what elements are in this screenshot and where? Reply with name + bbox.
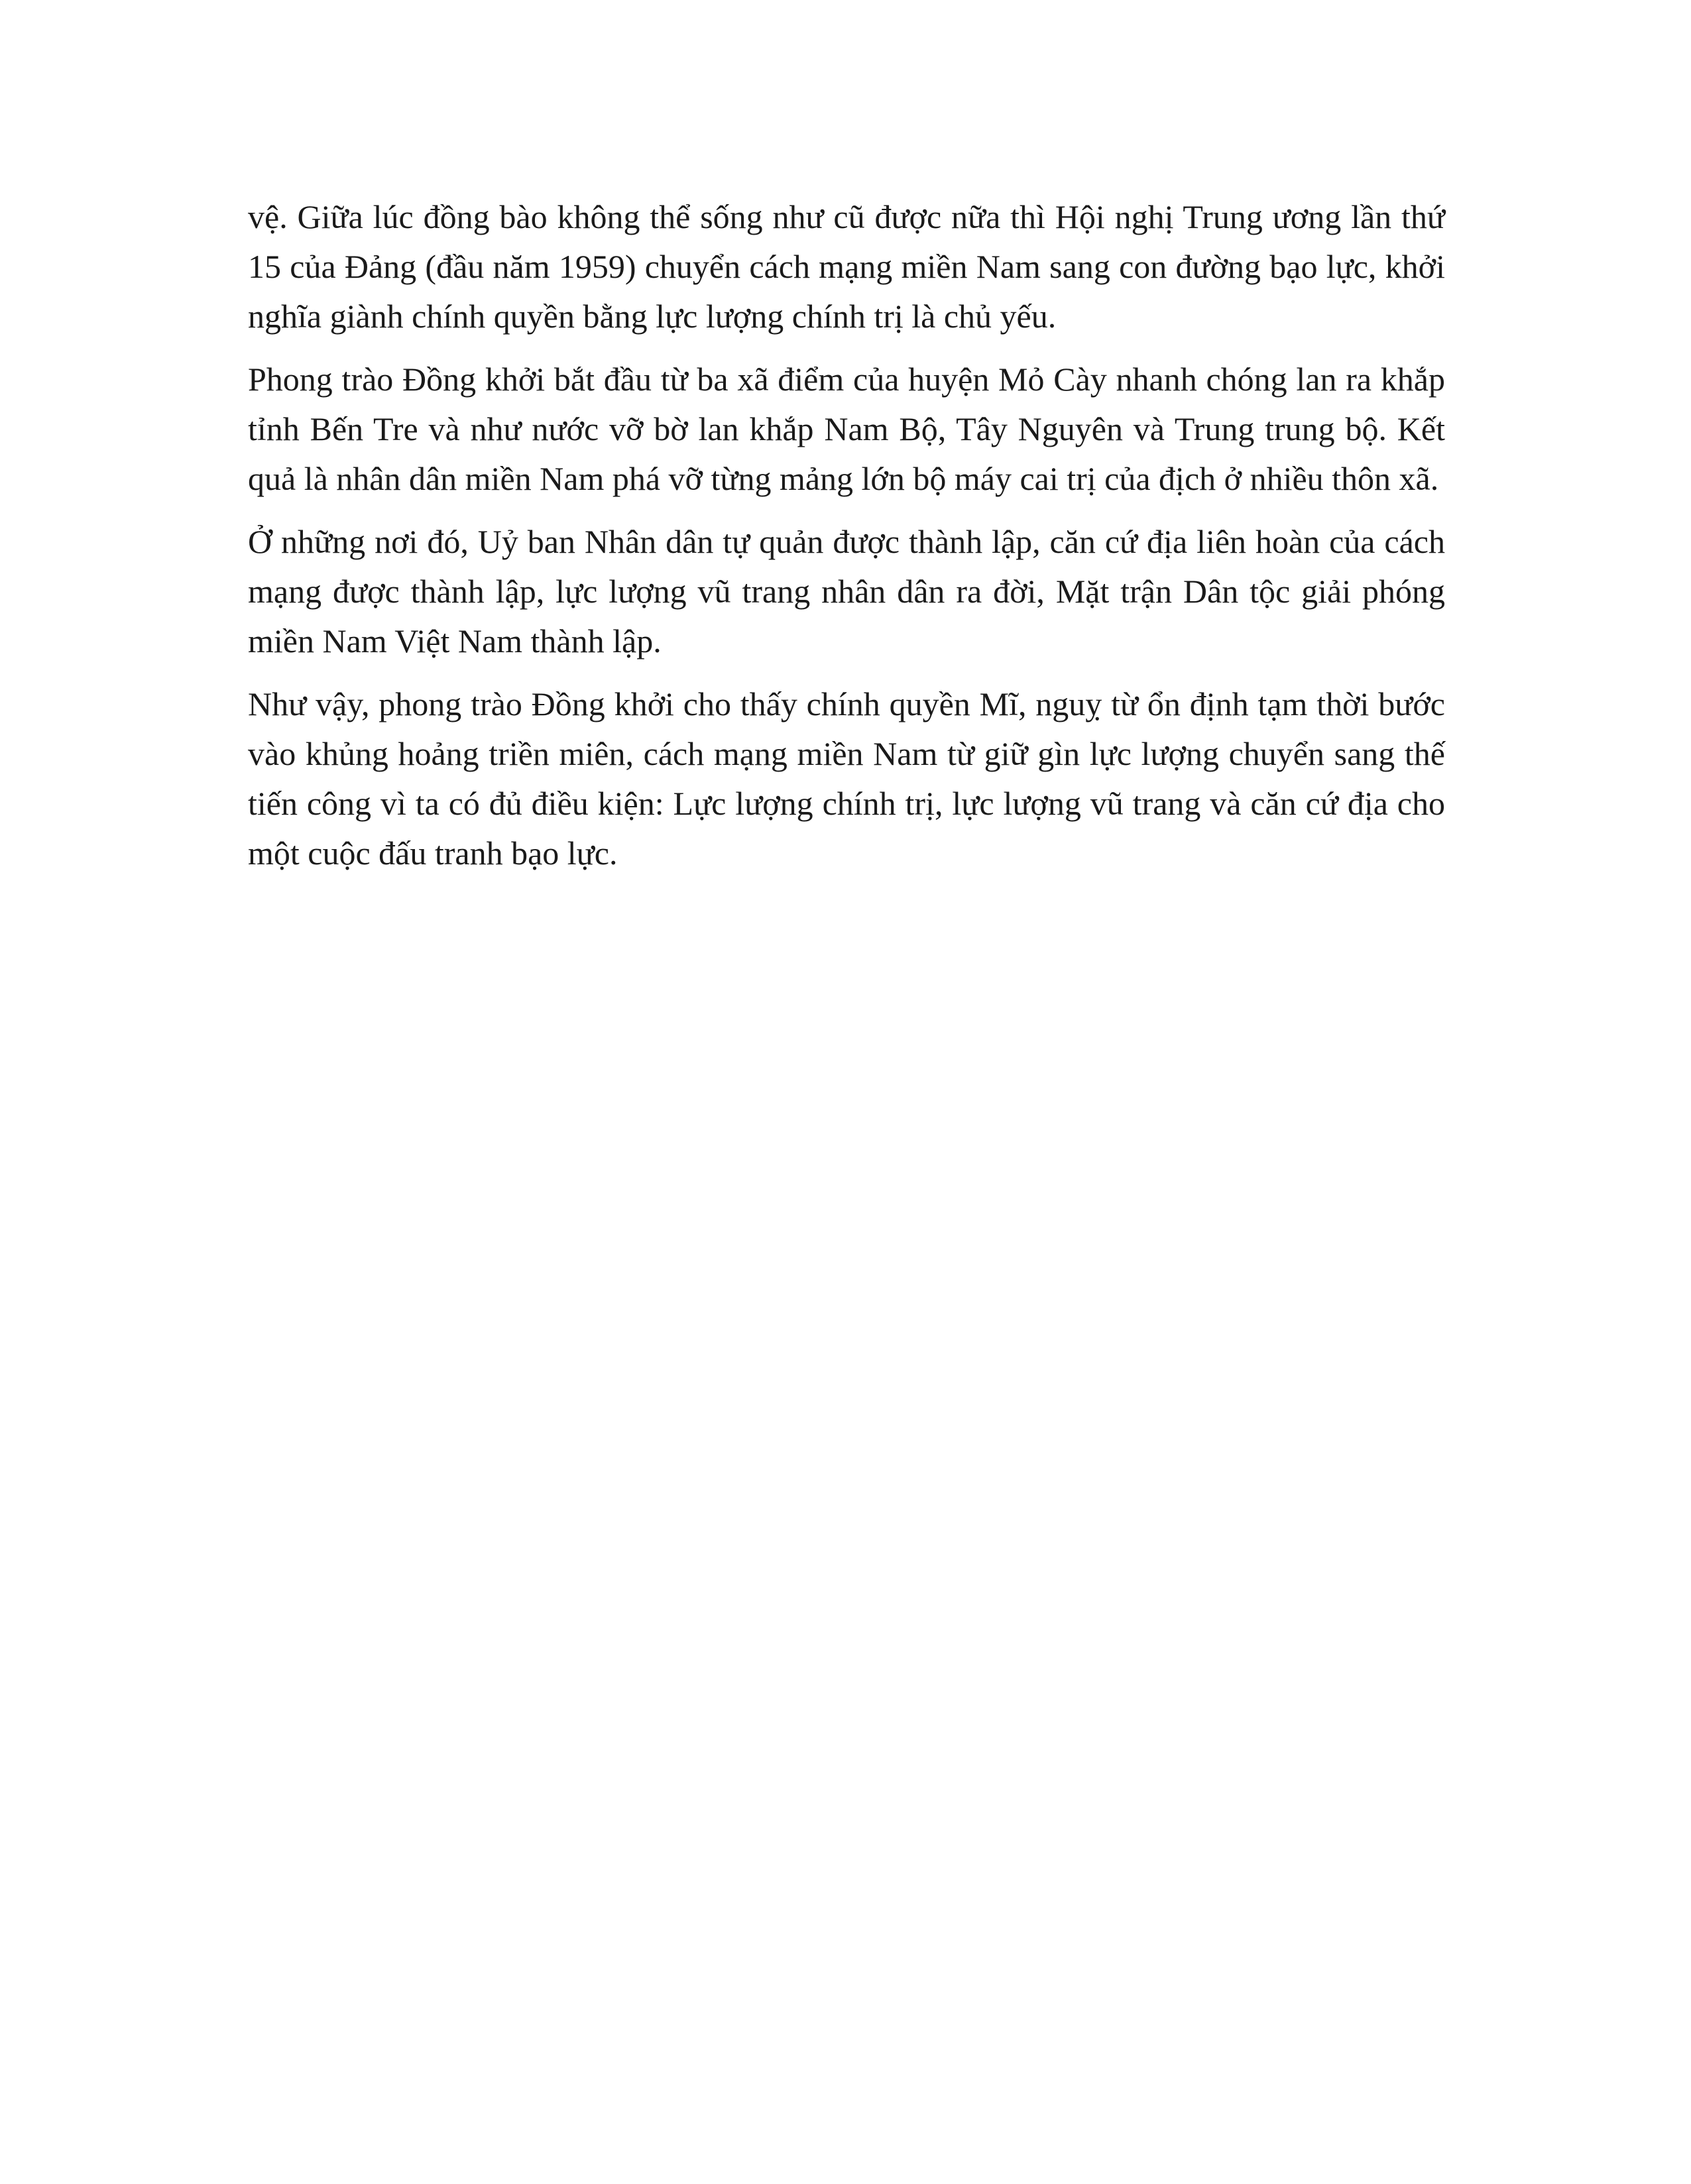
paragraph-4 — [248, 679, 1445, 878]
paragraph-line: một cuộc đấu tranh bạo lực. — [248, 834, 618, 872]
paragraph-line: vệ. Giữa lúc đồng bào không thể sống như cũ được nữa thì Hội nghị Trung ương lần thứ — [248, 198, 1445, 235]
paragraph-1 — [248, 192, 1445, 341]
paragraph-line: Ở những nơi đó, Uỷ ban Nhân dân tự quản được thành lập, căn cứ địa liên hoàn của cách — [248, 523, 1445, 560]
paragraph-line: tiến công vì ta có đủ điều kiện: Lực lượng chính trị, lực lượng vũ trang và căn cứ địa cho — [248, 785, 1445, 822]
paragraph-line: mạng được thành lập, lực lượng vũ trang nhân dân ra đời, Mặt trận Dân tộc giải phóng — [248, 573, 1445, 610]
paragraph-line: quả là nhân dân miền Nam phá vỡ từng mảng lớn bộ máy cai trị của địch ở nhiều thôn xã. — [248, 460, 1439, 497]
paragraph-line: miền Nam Việt Nam thành lập. — [248, 622, 662, 660]
paragraph-line: vào khủng hoảng triền miên, cách mạng miền Nam từ giữ gìn lực lượng chuyển sang thế — [248, 735, 1445, 772]
paragraph-line: tỉnh Bến Tre và như nước vỡ bờ lan khắp Nam Bộ, Tây Nguyên và Trung trung bộ. Kết — [248, 410, 1445, 447]
paragraph-line: nghĩa giành chính quyền bằng lực lượng chính trị là chủ yếu. — [248, 298, 1057, 335]
paragraph-3 — [248, 517, 1445, 666]
body-text — [248, 192, 1445, 891]
paragraph-2 — [248, 355, 1445, 504]
paragraph-line: 15 của Đảng (đầu năm 1959) chuyển cách mạng miền Nam sang con đường bạo lực, khởi — [248, 248, 1445, 285]
paragraph-line: Phong trào Đồng khởi bắt đầu từ ba xã điểm của huyện Mỏ Cày nhanh chóng lan ra khắp — [248, 361, 1445, 398]
paragraph-line: Như vậy, phong trào Đồng khởi cho thấy chính quyền Mĩ, nguỵ từ ổn định tạm thời bước — [248, 685, 1445, 722]
